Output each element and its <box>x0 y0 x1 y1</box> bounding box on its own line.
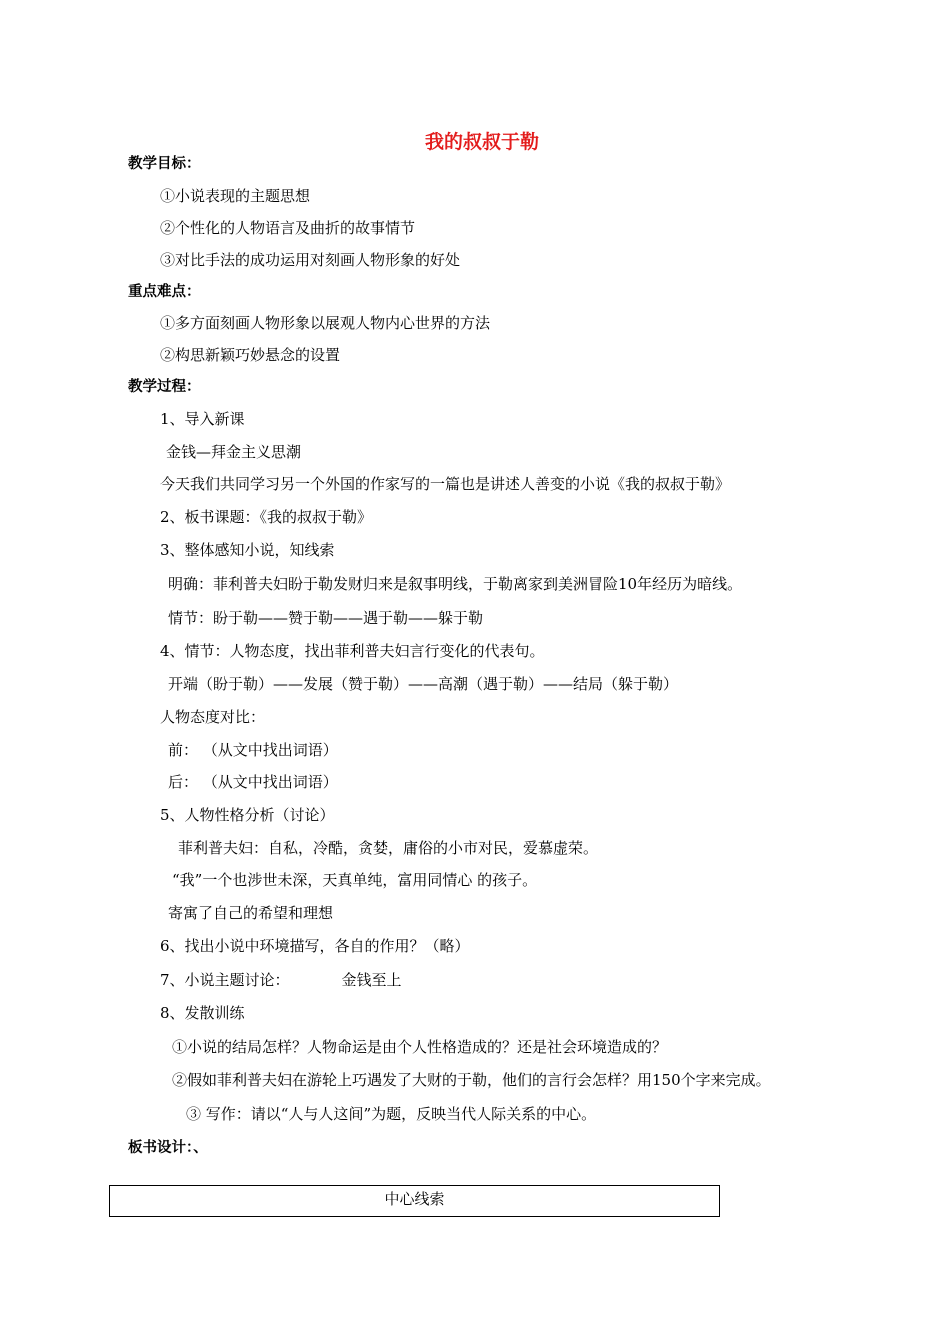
document-title: 我的叔叔于勒 <box>424 131 539 153</box>
process-line <box>160 970 402 990</box>
process-line: 3、整体感知小说，知线索 <box>160 541 335 559</box>
table-cell: 中心线索 <box>384 1190 445 1208</box>
process-line: 明确：菲利普夫妇盼于勒发财归来是叙事明线，于勒离家到美洲冒险10年经历为暗线。 <box>168 575 743 593</box>
process-line: 情节：盼于勒——赞于勒——遇于勒——躲于勒 <box>168 609 484 627</box>
objective-item: ②个性化的人物语言及曲折的故事情节 <box>160 219 416 237</box>
process-line: 5、人物性格分析（讨论） <box>160 806 335 824</box>
item7-label: 7、小说主题讨论： <box>160 971 290 989</box>
process-line: 开端（盼于勒）——发展（赞于勒）——高潮（遇于勒）——结局（躲于勒） <box>168 675 679 693</box>
board-design-table <box>109 1185 720 1217</box>
process-line: ②假如菲利普夫妇在游轮上巧遇发了大财的于勒，他们的言行会怎样？用150个字来完成。 <box>172 1071 771 1089</box>
process-heading: 教学过程： <box>128 379 201 395</box>
process-line: ①小说的结局怎样？人物命运是由个人性格造成的？还是社会环境造成的？ <box>172 1038 668 1056</box>
process-line: 2、板书课题：《我的叔叔于勒》 <box>160 508 373 526</box>
process-line: 8、发散训练 <box>160 1004 245 1022</box>
item7-value: 金钱至上 <box>341 971 402 989</box>
process-line: 6、找出小说中环境描写，各自的作用？（略） <box>160 937 470 955</box>
objectives-heading: 教学目标： <box>128 156 201 172</box>
process-line: ③ 写作：请以“人与人这间”为题，反映当代人际关系的中心。 <box>186 1105 597 1123</box>
objective-item: ①小说表现的主题思想 <box>160 187 311 205</box>
process-line: “我”一个也涉世未深，天真单纯，富用同情心 的孩子。 <box>172 871 538 889</box>
process-line: 1、导入新课 <box>160 410 245 428</box>
process-line: 前： （从文中找出词语） <box>168 741 338 759</box>
process-line: 寄寓了自己的希望和理想 <box>168 904 334 922</box>
process-line: 4、情节：人物态度，找出菲利普夫妇言行变化的代表句。 <box>160 642 545 660</box>
key-point-item: ②构思新颖巧妙悬念的设置 <box>160 346 341 364</box>
process-line: 后： （从文中找出词语） <box>168 773 338 791</box>
board-design-heading: 板书设计：、 <box>128 1140 208 1156</box>
objective-item: ③对比手法的成功运用对刻画人物形象的好处 <box>160 251 461 269</box>
key-points-heading: 重点难点： <box>128 284 201 300</box>
process-line: 金钱—拜金主义思潮 <box>166 443 302 461</box>
process-line: 今天我们共同学习另一个外国的作家写的一篇也是讲述人善变的小说《我的叔叔于勒》 <box>160 475 731 493</box>
key-point-item: ①多方面刻画人物形象以展观人物内心世界的方法 <box>160 314 491 332</box>
process-line: 人物态度对比： <box>160 708 266 726</box>
process-line: 菲利普夫妇：自私，冷酷，贪婪，庸俗的小市对民，爱慕虚荣。 <box>178 839 599 857</box>
